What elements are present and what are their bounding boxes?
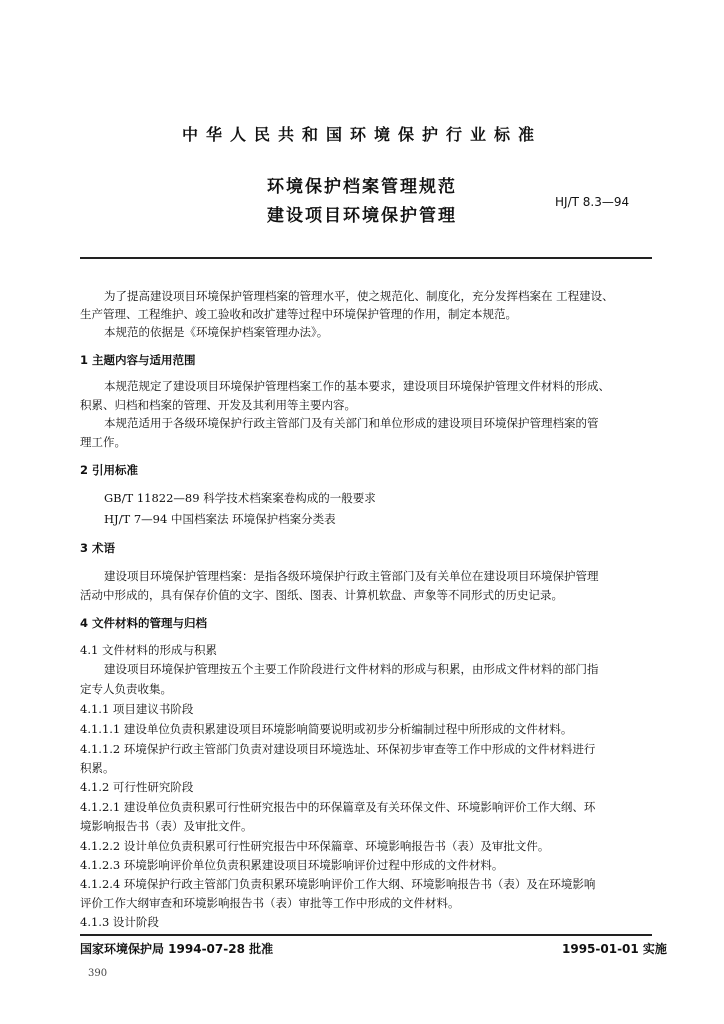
- subsection-title: 4.1.2 可行性研究阶段: [80, 780, 194, 794]
- intro-line: 为了提高建设项目环境保护管理档案的管理水平，使之规范化、制度化，充分发挥档案在 工程建设、: [104, 289, 614, 303]
- clause-line: 评价工作大纲审查和环境影响报告书（表）审批等工作中形成的文件材料。: [80, 896, 460, 910]
- clause-line: 境影响报告书（表）及审批文件。: [80, 819, 253, 833]
- approval-date: 国家环境保护局 1994-07-28 批准: [80, 942, 274, 956]
- clause-line: 4.1.2.1 建设单位负责积累可行性研究报告中的环保篇章及有关环保文件、环境影响评价工作大纲、环: [80, 800, 596, 814]
- paragraph-line: 积累、归档和档案的管理、开发及其利用等主要内容。: [80, 398, 356, 412]
- clause-line: 4.1.2.4 环境保护行政主管部门负责积累环境影响评价工作大纲、环境影响报告书（表）及在环境影响: [80, 877, 596, 891]
- clause-line: 4.1.1.1 建设单位负责积累建设项目环境影响简要说明或初步分析编制过程中所形成的文件材料。: [80, 722, 573, 736]
- section-1-title: 1 主题内容与适用范围: [80, 353, 196, 367]
- effective-date: 1995-01-01 实施: [562, 942, 667, 956]
- standard-category: 中华人民共和国环境保护行业标准: [181, 125, 542, 144]
- clause-line: 4.1.2.3 环境影响评价单位负责积累建设项目环境影响评价过程中形成的文件材料。: [80, 858, 504, 872]
- section-3-title: 3 术语: [80, 541, 116, 555]
- clause-line: 4.1.2.2 设计单位负责积累可行性研究报告中环保篇章、环境影响报告书（表）及审批文件。: [80, 839, 550, 853]
- footer-rule: [80, 934, 652, 936]
- paragraph-line: 活动中形成的，具有保存价值的文字、图纸、图表、计算机软盘、声象等不同形式的历史记录。: [80, 588, 563, 602]
- reference-line: HJ/T 7—94 中国档案法 环境保护档案分类表: [104, 512, 336, 526]
- title-line-1: 环境保护档案管理规范: [267, 177, 457, 197]
- page-number: 390: [88, 968, 108, 979]
- paragraph-line: 建设项目环境保护管理按五个主要工作阶段进行文件材料的形成与积累，由形成文件材料的部门指: [104, 662, 599, 676]
- paragraph-line: 定专人负责收集。: [80, 682, 172, 696]
- subsection-title: 4.1.3 设计阶段: [80, 915, 159, 929]
- clause-line: 积累。: [80, 761, 115, 775]
- reference-line: GB/T 11822—89 科学技术档案案卷构成的一般要求: [104, 491, 376, 505]
- subsection-title: 4.1.1 项目建议书阶段: [80, 702, 194, 716]
- title-line-2: 建设项目环境保护管理: [267, 206, 457, 226]
- paragraph-line: 本规范规定了建设项目环境保护管理档案工作的基本要求，建设项目环境保护管理文件材料的形成、: [104, 379, 610, 393]
- paragraph-line: 本规范适用于各级环境保护行政主管部门及有关部门和单位形成的建设项目环境保护管理档案的管: [104, 416, 599, 430]
- section-2-title: 2 引用标准: [80, 463, 139, 477]
- paragraph-line: 理工作。: [80, 435, 126, 449]
- intro-line: 生产管理、工程维护、竣工验收和改扩建等过程中环境保护管理的作用，制定本规范。: [80, 307, 517, 321]
- subsection-title: 4.1 文件材料的形成与积累: [80, 643, 217, 657]
- standard-code: HJ/T 8.3—94: [555, 195, 630, 209]
- section-4-title: 4 文件材料的管理与归档: [80, 616, 208, 630]
- header-rule: [80, 257, 652, 259]
- clause-line: 4.1.1.2 环境保护行政主管部门负责对建设项目环境选址、环保初步审查等工作中形成的文件材料进行: [80, 742, 596, 756]
- paragraph-line: 建设项目环境保护管理档案：是指各级环境保护行政主管部门及有关单位在建设项目环境保护管理: [104, 569, 599, 583]
- intro-line: 本规范的依据是《环境保护档案管理办法》。: [104, 325, 329, 339]
